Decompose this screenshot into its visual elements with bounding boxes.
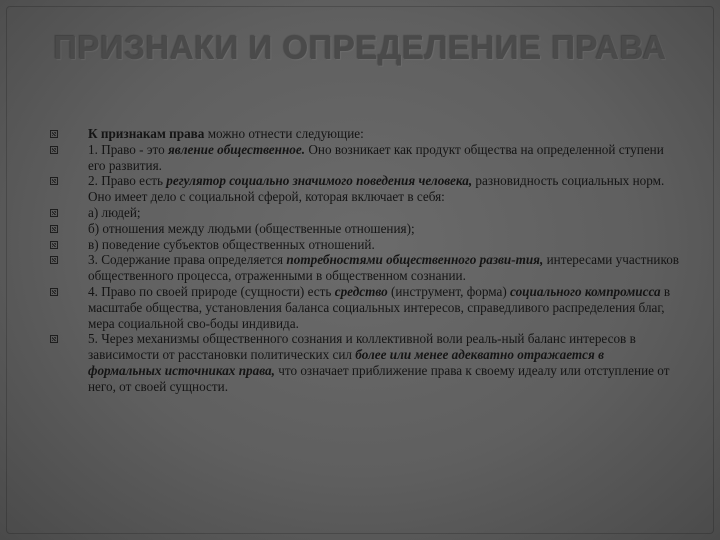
item-text: в) поведение субъектов общественных отношений. — [88, 236, 375, 252]
item-text: б) отношения между людьми (общественные отношения); — [88, 220, 415, 236]
item-text: 2. Право есть — [88, 173, 167, 189]
checkbox-bullet-icon — [50, 256, 58, 264]
checkbox-bullet-icon — [50, 177, 58, 185]
item-text: что означает приближение права к своему идеалу или отступление от него, от своей сущности. — [88, 362, 670, 394]
item-text: а) людей; — [88, 204, 141, 220]
checkbox-bullet-icon — [50, 130, 58, 138]
checkbox-bullet-icon — [50, 241, 58, 249]
checkbox-bullet-icon — [50, 146, 58, 154]
checkbox-bullet-icon — [50, 209, 58, 217]
list-item — [50, 173, 680, 205]
list-item — [50, 142, 680, 174]
list-item — [50, 237, 680, 253]
item-text: разновидность социальных норм. Оно имеет дело с социальной сферой, которая включает в себя: — [88, 173, 665, 205]
item-text: Оно возникает как продукт общества на определенной ступени его развития. — [88, 141, 664, 173]
item-text: можно отнести следующие: — [204, 126, 364, 141]
item-text: (инструмент, форма) — [387, 283, 511, 299]
slide-title: ПРИЗНАКИ И ОПРЕДЕЛЕНИЕ ПРАВА — [53, 29, 667, 66]
item-text-emphasis: более или менее адекватно отражается в формальных источниках права, — [88, 347, 605, 378]
item-text-emphasis: социального компромисса — [510, 283, 661, 299]
list-item — [50, 205, 680, 221]
list-item — [50, 126, 680, 142]
item-text-emphasis: явление общественное. — [168, 141, 306, 157]
item-text: 5. Через механизмы общественного сознания и коллективной воли реаль-ный баланс интересов в зависимости от расстановки политических сил — [88, 331, 636, 363]
list-item — [50, 284, 680, 331]
list-item — [50, 252, 680, 284]
bullet-list — [50, 126, 680, 395]
list-item — [50, 331, 680, 394]
item-text-bold: К признакам права — [88, 126, 205, 141]
checkbox-bullet-icon — [50, 288, 58, 296]
item-text: 3. Содержание права определяется — [88, 252, 287, 268]
item-text-emphasis: регулятор социально значимого поведения человека, — [166, 173, 473, 189]
item-text: в масштабе общества, установления баланса социальных интересов, справедливого распределения благ, мера социальной сво-боды индивида. — [88, 283, 671, 331]
item-text-emphasis: средство — [334, 283, 388, 299]
checkbox-bullet-icon — [50, 225, 58, 233]
item-text: 1. Право - это — [88, 141, 169, 157]
item-text-emphasis: потребностями общественного разви-тия, — [286, 252, 544, 268]
checkbox-bullet-icon — [50, 335, 58, 343]
item-text: интересами участников общественного процесса, отраженными в общественном сознании. — [88, 252, 680, 284]
list-item — [50, 221, 680, 237]
item-text: 4. Право по своей природе (сущности) есть — [88, 283, 335, 299]
